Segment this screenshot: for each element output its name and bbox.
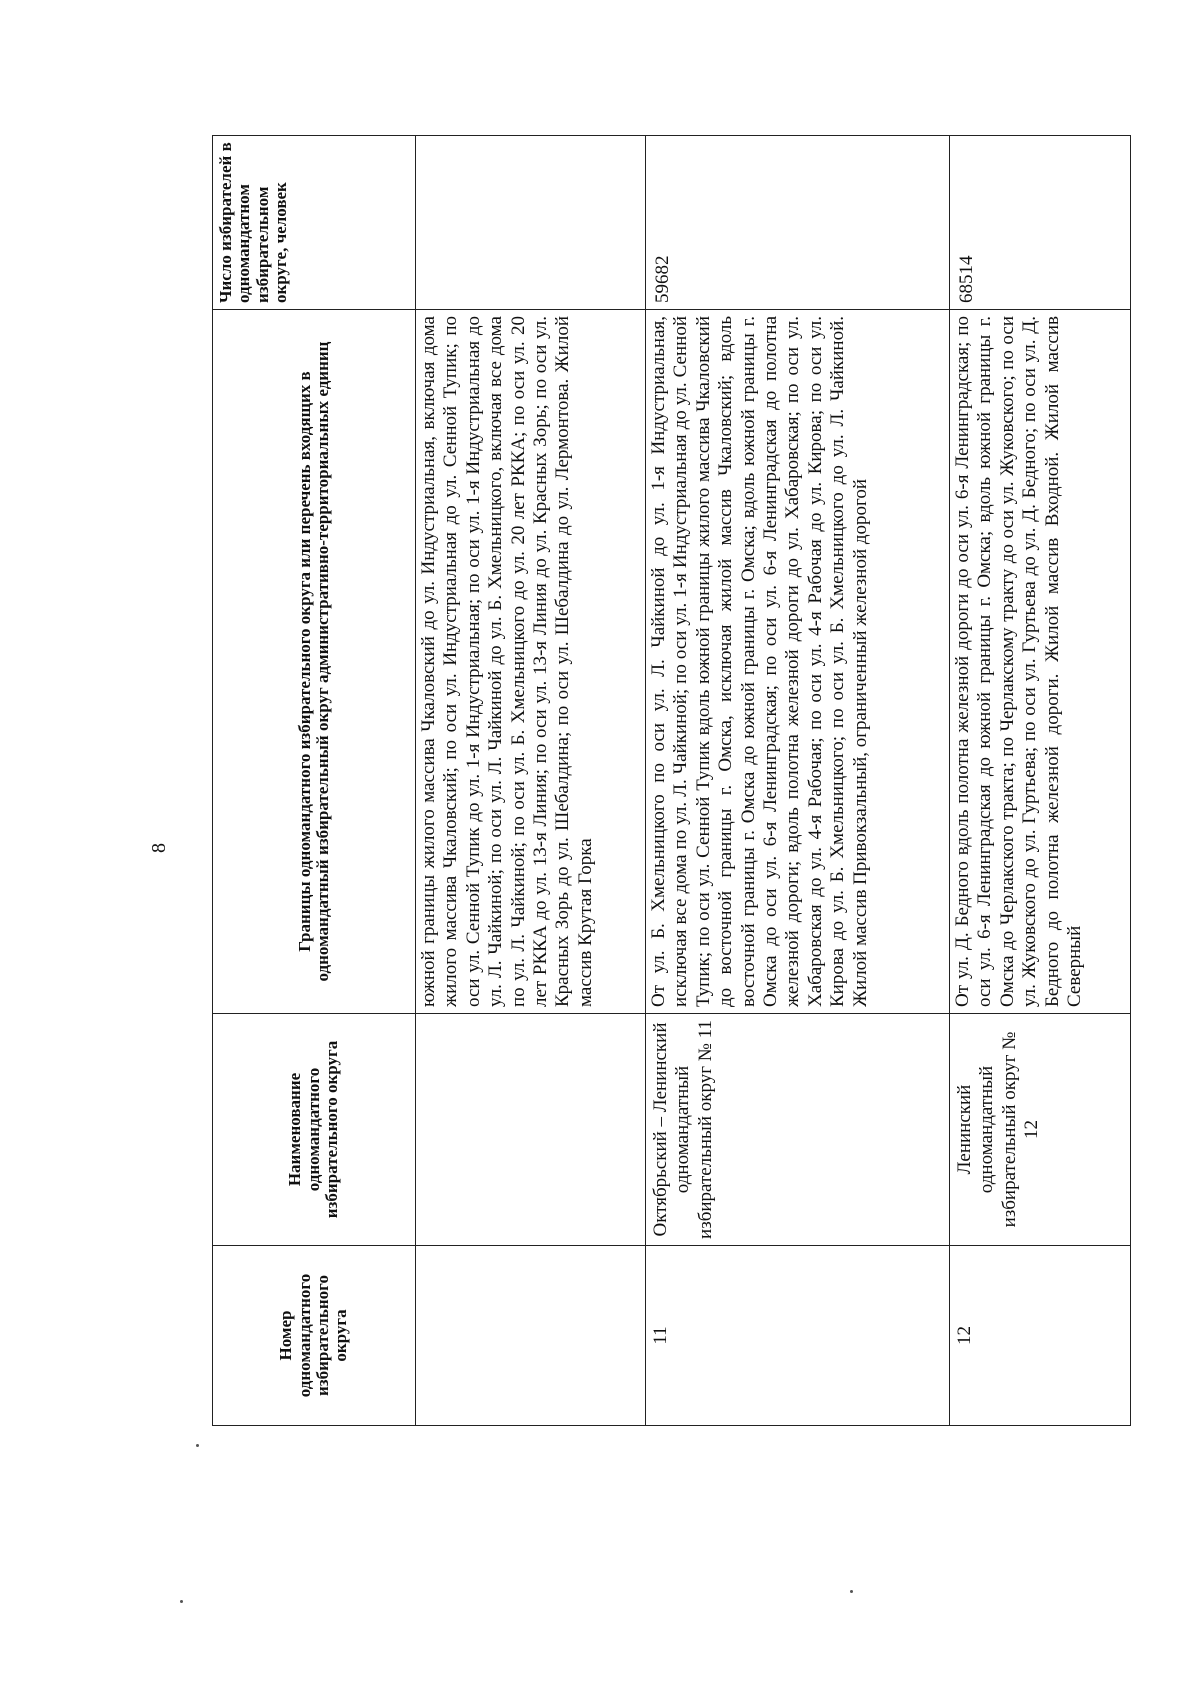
cell-name: Октябрьский – Ленинский одномандатный избирательный округ № 11 [646,1014,950,1246]
table-row [950,136,1131,1426]
cell-name: Ленинский одномандатный избирательный округ № 12 [950,1014,1131,1246]
scan-speck [196,1444,199,1447]
cell-name [416,1014,646,1246]
cell-voters: 68514 [950,136,1131,310]
cell-number: 12 [950,1246,1131,1426]
cell-voters: 59682 [646,136,950,310]
table-row [416,136,646,1426]
cell-boundaries: От ул. Б. Хмельницкого по оси ул. Л. Чайкиной до ул. 1-я Индустриальная, исключая все дома по ул. Л. Чайкиной; по оси ул. 1-я Индустриальная до ул. Сенной Тупик; по оси ул. Сенной Тупик вдоль южной границы жилого массива Чкаловский до восточной границы г. Омска, исключая жилой массив Чкаловский; вдоль восточной границы г. Омска до южной границы г. Омска; вдоль южной границы г. Омска до оси ул. 6-я Ленинградская; по оси ул. 6-я Ленинградская до полотна железной дороги; вдоль полотна железной дороги до ул. Хабаровская; по оси ул. Хабаровская до ул. 4-я Рабочая; по оси ул. 4-я Рабочая до ул. Кирова; по оси ул. Кирова до ул. Б. Хмельницкого; по оси ул. Б. Хмельницкого до ул. Л. Чайкиной. Жилой массив Привокзальный, ограниченный железной дорогой [646,310,950,1014]
cell-voters [416,136,646,310]
table-row [646,136,950,1426]
cell-number: 11 [646,1246,950,1426]
header-boundaries: Границы одномандатного избирательного округа или перечень входящих в одномандатный избирательный округ административно-территориальных единиц [213,310,416,1014]
districts-table [212,135,1131,1426]
cell-boundaries: южной границы жилого массива Чкаловский до ул. Индустриальная, включая дома жилого массива Чкаловский; по оси ул. Индустриальная до ул. Сенной Тупик; по оси ул. Сенной Тупик до ул. 1-я Индустриальная; по оси ул. 1-я Индустриальная до ул. Л. Чайкиной; по оси ул. Л. Чайкиной до ул. Б. Хмельницкого, включая все дома по ул. Л. Чайкиной; по оси ул. Б. Хмельницкого до ул. 20 лет РККА; по оси ул. 20 лет РККА до ул. 13-я Линия; по оси ул. 13-я Линия до ул. Красных Зорь; по оси ул. Красных Зорь до ул. Шебалдина; по оси ул. Шебалдина до ул. Лермонтова. Жилой массив Крутая Горка [416,310,646,1014]
page-number: 8 [148,843,170,853]
cell-boundaries: От ул. Д. Бедного вдоль полотна железной дороги до оси ул. 6-я Ленинградская; по оси ул. 6-я Ленинградская до южной границы г. Омска; вдоль южной границы г. Омска до Черлакского тракта; по Черлакскому тракту до оси ул. Жуковского; по оси ул. Жуковского до ул. Гуртьева; по оси ул. Гуртьева до ул. Д. Бедного; по оси ул. Д. Бедного до полотна железной дороги. Жилой массив Входной. Жилой массив Северный [950,310,1131,1014]
table-header-row [213,136,416,1426]
scan-speck [850,1590,853,1593]
scan-speck [180,1600,183,1603]
header-name: Наименование одномандатного избирательного округа [213,1014,416,1246]
header-number: Номер одномандатного избирательного округа [213,1246,416,1426]
header-voters: Число избирателей в одномандатном избирательном округе, человек [213,136,416,310]
cell-number [416,1246,646,1426]
